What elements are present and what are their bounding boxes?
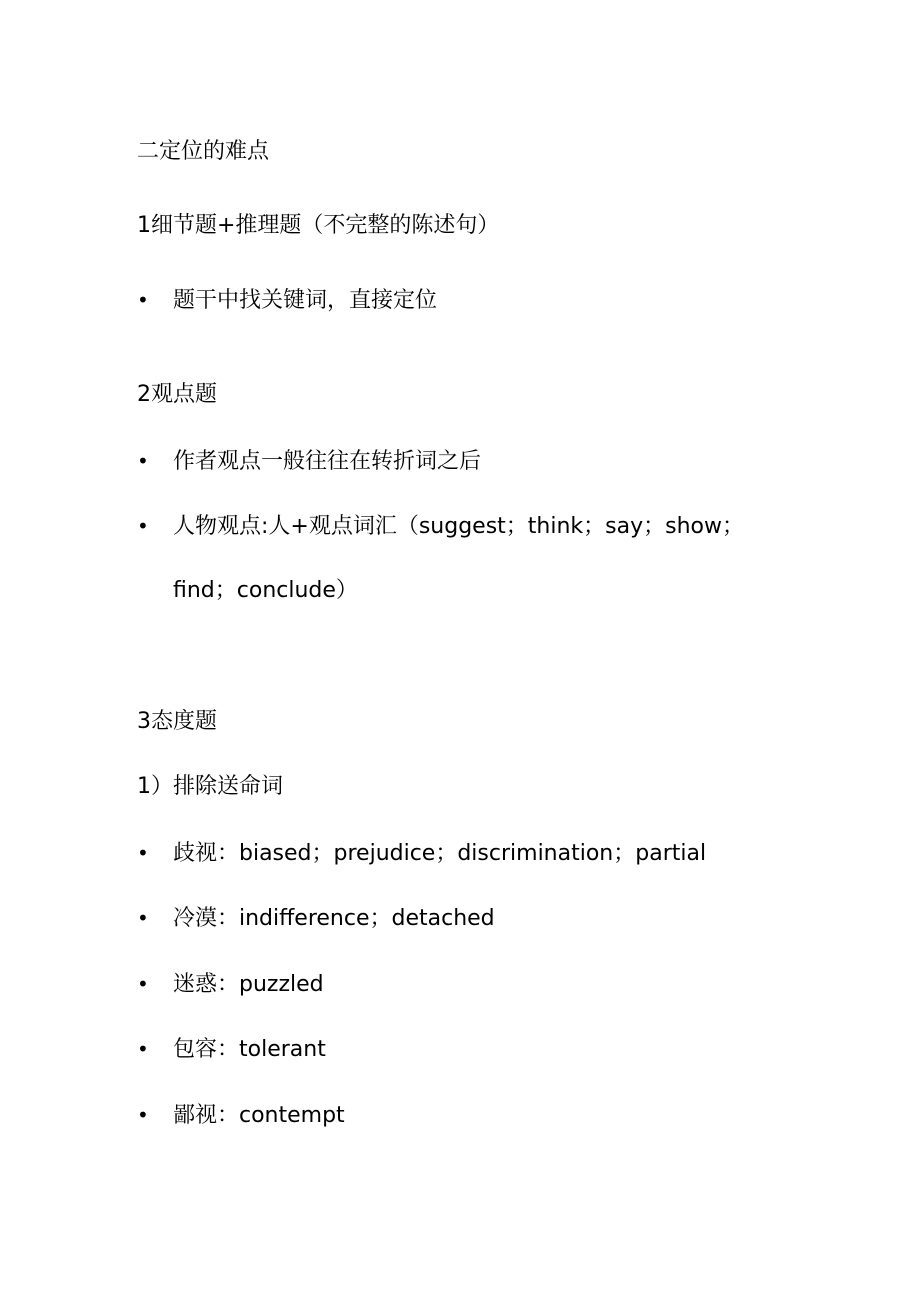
list-item-text: 鄙视：contempt xyxy=(173,1103,345,1128)
part3-subheading: 1）排除送命词 xyxy=(137,774,283,799)
list-item xyxy=(137,1100,345,1131)
list-item-continuation: find；conclude） xyxy=(173,578,358,603)
bullet-icon: • xyxy=(137,288,149,312)
list-item xyxy=(137,969,324,1000)
list-item-text: 包容：tolerant xyxy=(173,1037,326,1062)
bullet-icon: • xyxy=(137,841,149,865)
list-item-text: 题干中找关键词，直接定位 xyxy=(173,288,438,313)
bullet-icon: • xyxy=(137,449,149,473)
bullet-icon: • xyxy=(137,972,149,996)
bullet-icon: • xyxy=(137,514,149,538)
list-item xyxy=(137,285,437,316)
list-item-text: 迷惑：puzzled xyxy=(173,972,324,997)
list-item xyxy=(137,903,495,934)
list-item xyxy=(137,1034,326,1065)
section-title: 二定位的难点 xyxy=(137,139,270,164)
part2-heading: 2观点题 xyxy=(137,382,217,407)
part1-heading: 1细节题+推理题（不完整的陈述句） xyxy=(137,213,500,238)
list-item-text: 作者观点一般往往在转折词之后 xyxy=(173,449,482,474)
list-item-text: 人物观点:人+观点词汇（suggest；think；say；show； xyxy=(173,514,744,539)
list-item-text: 冷漠：indifference；detached xyxy=(173,906,495,931)
part3-heading: 3态度题 xyxy=(137,709,217,734)
list-item xyxy=(137,511,744,542)
list-item xyxy=(137,446,481,477)
list-item xyxy=(137,838,706,869)
list-item-text: 歧视：biased；prejudice；discrimination；partial xyxy=(173,841,707,866)
bullet-icon: • xyxy=(137,906,149,930)
bullet-icon: • xyxy=(137,1103,149,1127)
bullet-icon: • xyxy=(137,1037,149,1061)
